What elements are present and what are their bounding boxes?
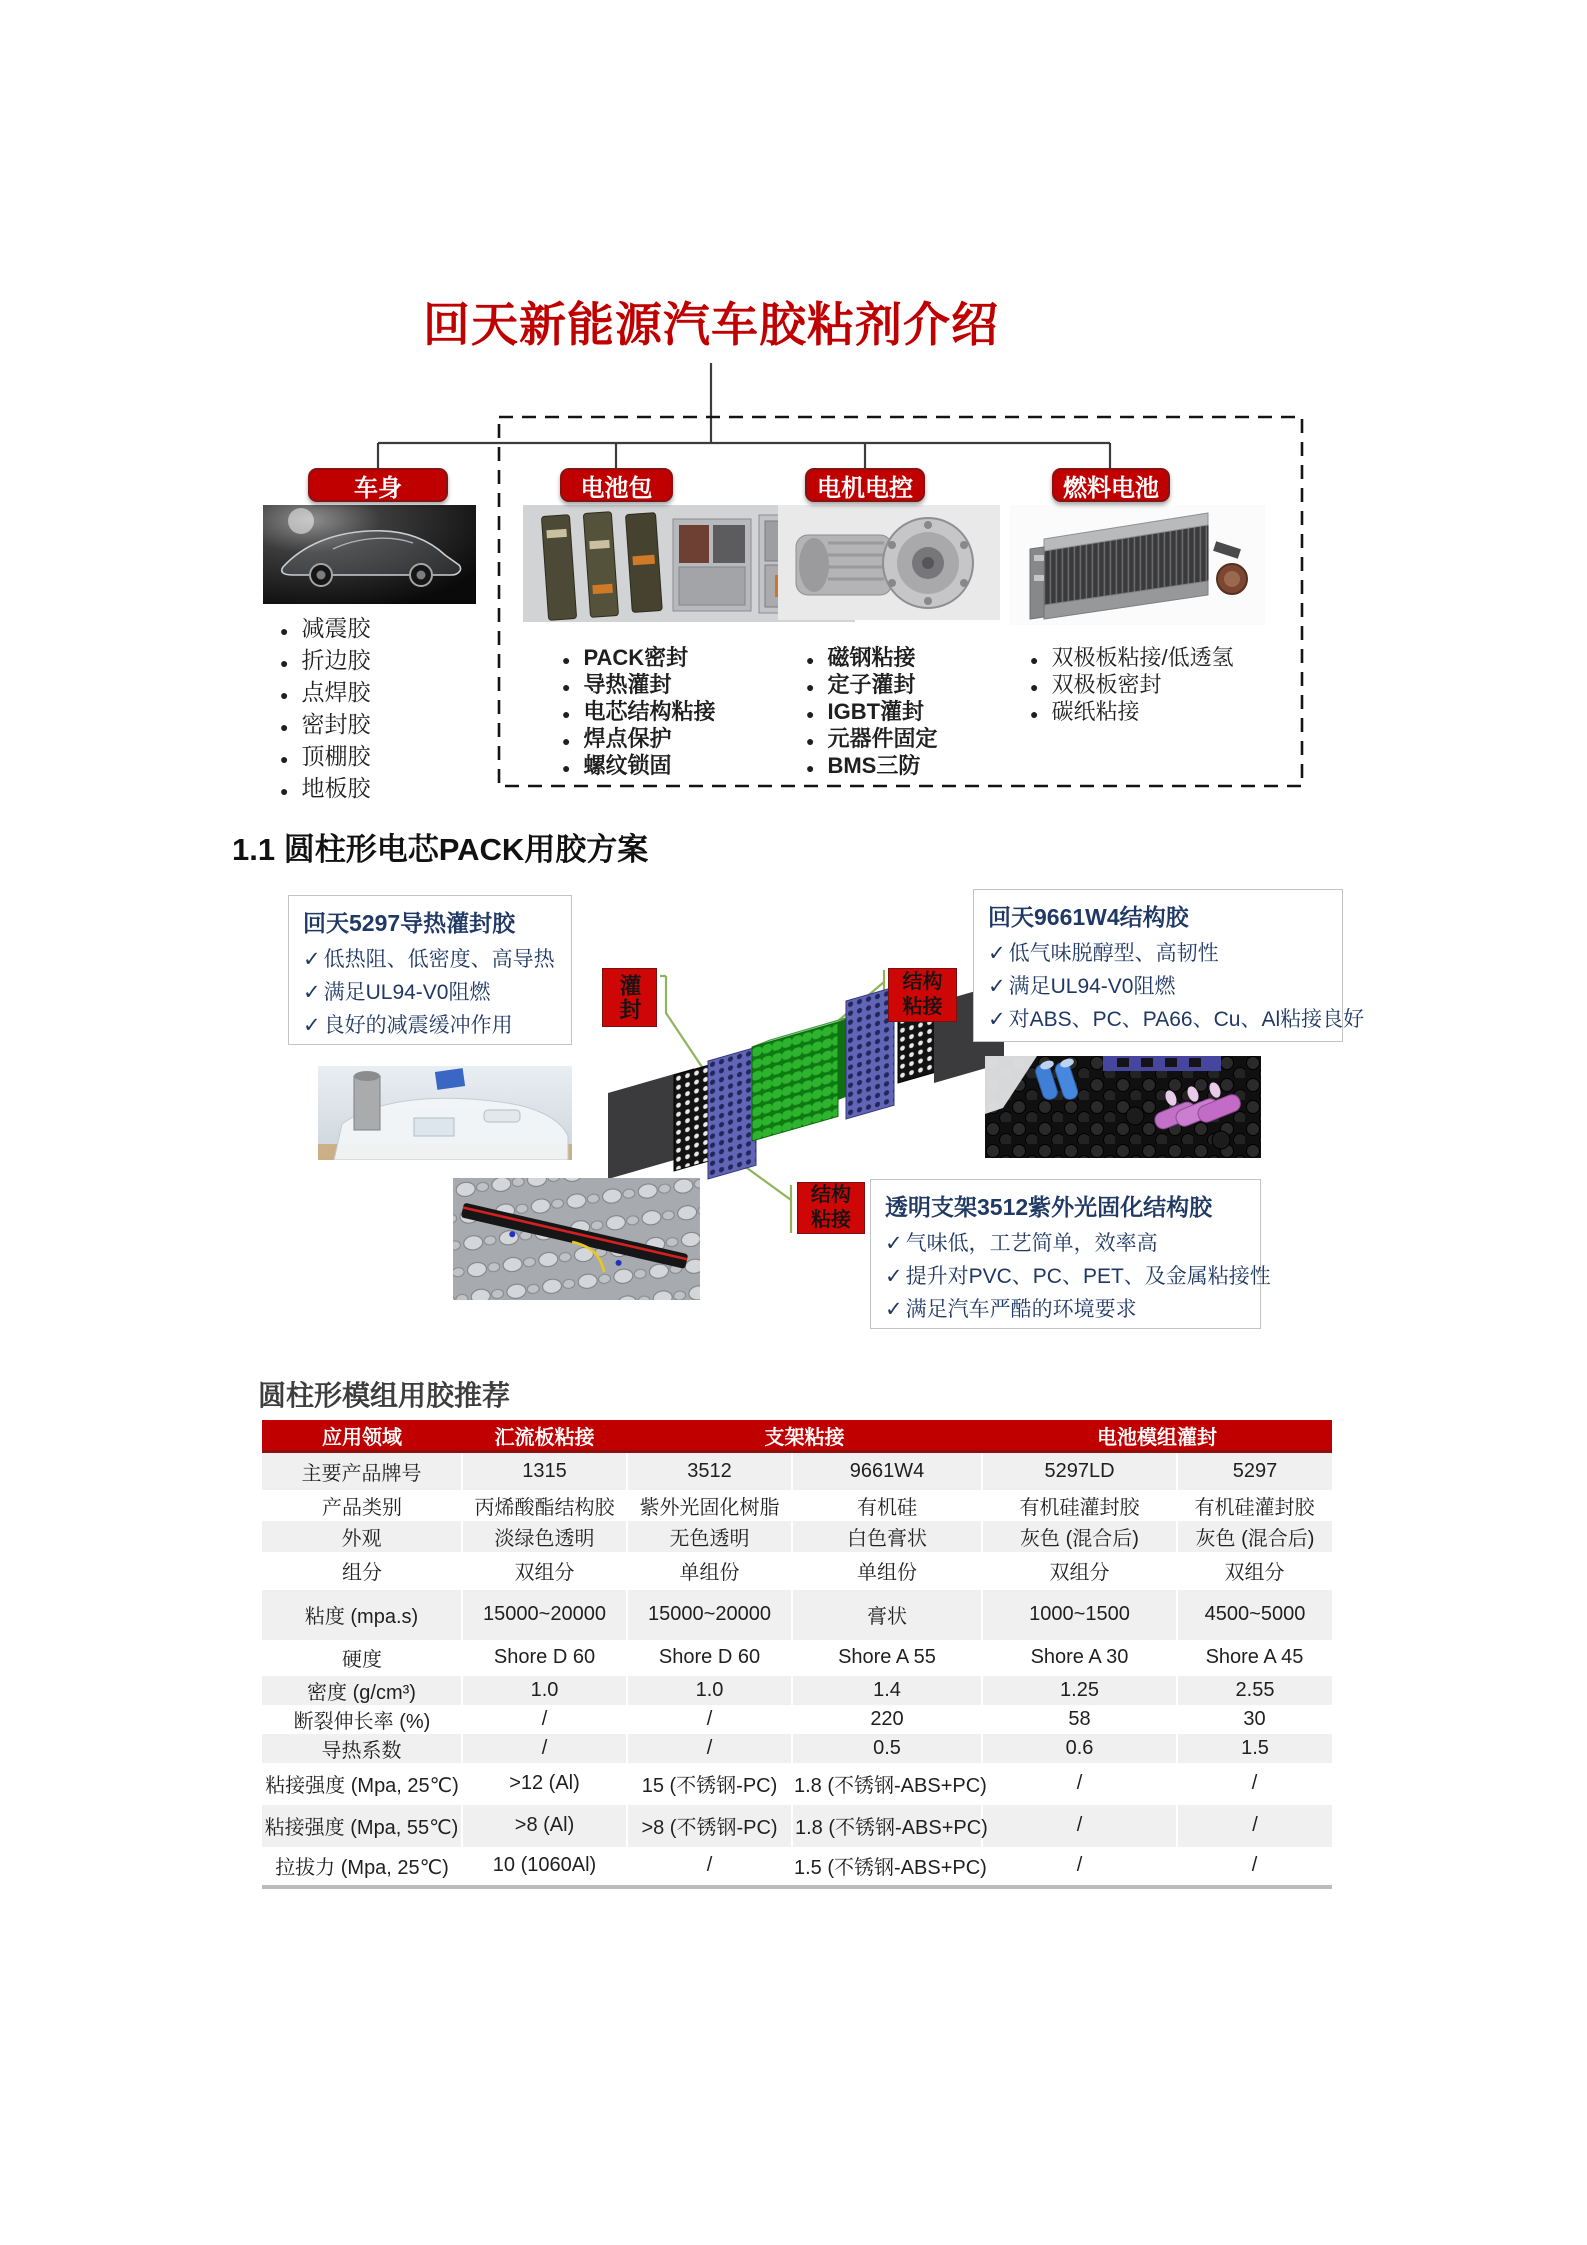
section-heading: 1.1 圆柱形电芯PACK用胶方案 (232, 832, 649, 867)
header-application-area: 应用领域 (262, 1420, 462, 1452)
cell: 15000~20000 (462, 1590, 627, 1640)
callout-point (988, 937, 1328, 970)
check-icon: ✓ (303, 1014, 321, 1037)
list-item (280, 610, 370, 642)
cell: 淡绿色透明 (462, 1521, 627, 1552)
bullet-icon: ● (280, 751, 289, 767)
cell: Shore A 55 (838, 1646, 936, 1668)
table-row (262, 1521, 1332, 1552)
motor-control-applications (806, 641, 937, 776)
check-icon: ✓ (885, 1298, 903, 1321)
list-item-label: PACK密封 (583, 645, 689, 670)
cell: / (1251, 1772, 1258, 1794)
cell: 10 (1060Al) (492, 1854, 597, 1876)
table-header-row (262, 1420, 1332, 1452)
list-item (280, 770, 370, 802)
callout-point (303, 976, 557, 1009)
callout-point-text: 提升对PVC、PC、PET、及金属粘接性 (905, 1265, 1271, 1288)
label-potting: 灌封 (602, 968, 657, 1027)
callout-point (988, 970, 1328, 1003)
list-item (562, 695, 715, 722)
cell: / (541, 1707, 548, 1730)
row-label: 导热系数 (321, 1739, 402, 1762)
cell: 15000~20000 (627, 1590, 792, 1640)
callout-point-text: 满足汽车严酷的环境要求 (905, 1298, 1137, 1321)
callout-point (303, 943, 557, 976)
bullet-icon: ● (280, 687, 289, 703)
row-label: 拉拔力 (Mpa, 25℃) (275, 1857, 449, 1879)
list-item-label: 焊点保护 (583, 726, 672, 751)
cell: / (982, 1805, 1177, 1847)
cell: 15 (不锈钢-PC) (641, 1775, 778, 1797)
cell: / (706, 1707, 713, 1730)
check-icon: ✓ (988, 1008, 1006, 1031)
list-item-label: BMS三防 (827, 753, 921, 778)
cell: / (1251, 1854, 1258, 1876)
list-item (1030, 695, 1234, 722)
tree-node-motor-control (805, 468, 925, 502)
list-item (562, 749, 715, 776)
list-item (562, 722, 715, 749)
cell: 5297 (1177, 1452, 1332, 1490)
cell: 无色透明 (627, 1521, 792, 1552)
cell: >8 (不锈钢-PC) (627, 1805, 792, 1847)
row-label: 粘接强度 (Mpa, 25℃) (265, 1775, 459, 1797)
cell: Shore D 60 (493, 1646, 596, 1668)
list-item (562, 668, 715, 695)
label-structural-bonding-top: 结构粘接 (888, 968, 957, 1022)
list-item-label: 定子灌封 (827, 672, 916, 697)
cell: 220 (870, 1707, 904, 1730)
list-item-label: 双极板粘接/低透氢 (1051, 645, 1234, 670)
cell: 单组份 (679, 1562, 740, 1584)
cell: 有机硅 (857, 1496, 917, 1519)
list-item-label: 密封胶 (301, 711, 371, 737)
cell: Shore A 30 (1030, 1646, 1129, 1668)
list-item-label: 顶棚胶 (301, 743, 371, 769)
table-row (262, 1552, 1332, 1590)
table-row (262, 1763, 1332, 1805)
check-icon: ✓ (303, 981, 321, 1004)
callout-point (303, 1009, 557, 1042)
bullet-icon: ● (280, 623, 289, 639)
callout-9661w4 (973, 889, 1365, 1042)
callout-title: 回天9661W4结构胶 (988, 904, 1189, 930)
callout-3512 (870, 1179, 1271, 1329)
row-label: 组分 (342, 1562, 382, 1584)
cell: / (706, 1854, 713, 1876)
row-label: 产品类别 (322, 1496, 402, 1519)
cell: 1.8 (不锈钢-ABS+PC) (794, 1775, 987, 1797)
cell: / (627, 1734, 792, 1763)
list-item-label: 电芯结构粘接 (583, 699, 716, 724)
table-row (262, 1847, 1332, 1887)
header-busbar-bonding: 汇流板粘接 (462, 1420, 627, 1452)
list-item (806, 695, 937, 722)
fuel-cell-photo (1010, 505, 1265, 625)
bullet-icon: ● (1030, 706, 1039, 722)
cell: 1.5 (不锈钢-ABS+PC) (794, 1857, 987, 1879)
potting-application-photo (318, 1066, 572, 1160)
row-label: 粘接强度 (Mpa, 55℃) (264, 1817, 459, 1839)
callout-point-text: 低气味脱醇型、高韧性 (1008, 942, 1219, 965)
row-label: 硬度 (342, 1649, 382, 1671)
bullet-icon: ● (1030, 652, 1039, 668)
check-icon: ✓ (303, 948, 321, 971)
list-item (280, 738, 370, 770)
cell: 双组分 (1049, 1562, 1110, 1584)
bullet-icon: ● (562, 679, 571, 695)
tree-node-car-body (308, 468, 448, 502)
list-item-label: IGBT灌封 (827, 699, 925, 724)
fuel-cell-applications (1030, 641, 1234, 722)
cell: / (1076, 1772, 1083, 1794)
cell: >8 (Al) (462, 1805, 627, 1847)
cell: 4500~5000 (1177, 1590, 1332, 1640)
cell: 膏状 (792, 1590, 982, 1640)
cell: / (1076, 1854, 1083, 1876)
battery-pack-applications (562, 641, 715, 776)
list-item (562, 641, 715, 668)
tree-lines (378, 363, 1110, 468)
cell: 灰色 (混合后) (1177, 1521, 1332, 1552)
cell: >12 (Al) (509, 1772, 580, 1794)
cell-holder-wiring-photo (453, 1178, 700, 1300)
list-item (806, 749, 937, 776)
car-body-applications (280, 610, 370, 802)
label-structural-bonding-bottom: 结构粘接 (797, 1182, 865, 1234)
bullet-icon: ● (806, 760, 815, 776)
cell: 白色膏状 (792, 1521, 982, 1552)
cell: 1.5 (1177, 1734, 1332, 1763)
tree-node-label: 燃料电池 (1063, 474, 1159, 502)
list-item-label: 磁钢粘接 (827, 645, 916, 670)
list-item-label: 元器件固定 (827, 726, 938, 751)
check-icon: ✓ (885, 1232, 903, 1255)
bullet-icon: ● (806, 733, 815, 749)
header-bracket-bonding: 支架粘接 (627, 1420, 982, 1452)
list-item (806, 641, 937, 668)
list-item-label: 螺纹锁固 (583, 753, 672, 778)
bullet-icon: ● (806, 652, 815, 668)
cell: 58 (1068, 1707, 1091, 1730)
list-item-label: 导热灌封 (583, 672, 672, 697)
cell: 紫外光固化树脂 (639, 1496, 780, 1519)
tree-node-battery-pack (560, 468, 673, 502)
list-item-label: 折边胶 (301, 647, 371, 673)
bullet-icon: ● (280, 783, 289, 799)
row-label: 外观 (341, 1527, 382, 1550)
list-item (280, 674, 370, 706)
cell: 2.55 (1177, 1676, 1332, 1705)
table-row (262, 1705, 1332, 1734)
cell: 双组分 (1224, 1562, 1285, 1584)
cell: Shore A 45 (1205, 1646, 1304, 1668)
cell: 3512 (627, 1452, 792, 1490)
callout-point (885, 1227, 1246, 1260)
row-label: 粘度 (mpa.s) (304, 1606, 419, 1628)
tree-node-label: 电机电控 (817, 474, 913, 502)
table-row (262, 1452, 1332, 1490)
bullet-icon: ● (562, 760, 571, 776)
callout-title: 透明支架3512紫外光固化结构胶 (885, 1194, 1213, 1220)
callout-point (885, 1260, 1271, 1293)
cell: 1315 (462, 1452, 627, 1490)
table-row (262, 1590, 1332, 1640)
cell: 1.0 (627, 1676, 792, 1705)
tree-node-fuel-cell (1052, 468, 1170, 502)
page-title: 回天新能源汽车胶粘剂介绍 (423, 298, 999, 351)
check-icon: ✓ (988, 975, 1006, 998)
cell: / (462, 1734, 627, 1763)
list-item-label: 碳纸粘接 (1051, 699, 1140, 724)
car-body-photo (263, 505, 476, 604)
callout-point-text: 满足UL94-V0阻燃 (1008, 975, 1176, 998)
cell-holder-plate-photo (985, 1056, 1261, 1158)
table-row (262, 1676, 1332, 1705)
cell: 0.5 (792, 1734, 982, 1763)
header-module-potting: 电池模组灌封 (982, 1420, 1332, 1452)
callout-point-text: 满足UL94-V0阻燃 (323, 981, 491, 1004)
cell: 1.25 (982, 1676, 1177, 1705)
cell: 1.8 (不锈钢-ABS+PC) (792, 1805, 982, 1847)
row-label: 主要产品牌号 (301, 1462, 422, 1485)
table-row (262, 1490, 1332, 1521)
callout-point-text: 气味低，工艺简单，效率高 (905, 1232, 1158, 1255)
tree-node-label: 车身 (354, 474, 402, 502)
callout-5297 (288, 895, 572, 1045)
bullet-icon: ● (562, 652, 571, 668)
list-item-label: 减震胶 (301, 615, 371, 641)
table-row (262, 1805, 1332, 1847)
list-item (1030, 641, 1234, 668)
list-item-label: 点焊胶 (301, 679, 371, 705)
check-icon: ✓ (885, 1265, 903, 1288)
check-icon: ✓ (988, 942, 1006, 965)
bullet-icon: ● (562, 706, 571, 722)
cell: 1.4 (792, 1676, 982, 1705)
cell: 双组分 (514, 1562, 575, 1584)
cell: 1000~1500 (982, 1590, 1177, 1640)
cell: / (1177, 1805, 1332, 1847)
table-row (262, 1640, 1332, 1676)
table-title: 圆柱形模组用胶推荐 (258, 1380, 511, 1411)
tree-node-label: 电池包 (580, 474, 653, 502)
cell: 5297LD (982, 1452, 1177, 1490)
table-row (262, 1734, 1332, 1763)
row-label: 密度 (g/cm³) (307, 1681, 416, 1704)
row-label: 断裂伸长率 (%) (293, 1710, 431, 1733)
bullet-icon: ● (806, 679, 815, 695)
cell: 有机硅灌封胶 (1194, 1496, 1315, 1519)
list-item (280, 706, 370, 738)
cell: 1.0 (462, 1676, 627, 1705)
bullet-icon: ● (280, 719, 289, 735)
cell: Shore D 60 (658, 1646, 761, 1668)
callout-point-text: 良好的减震缓冲作用 (323, 1014, 513, 1037)
cell: 30 (1243, 1707, 1266, 1730)
bullet-icon: ● (280, 655, 289, 671)
cell: 丙烯酸酯结构胶 (474, 1496, 615, 1519)
list-item (806, 668, 937, 695)
cell: 9661W4 (792, 1452, 982, 1490)
callout-point (988, 1003, 1365, 1036)
bullet-icon: ● (1030, 679, 1039, 695)
callout-title: 回天5297导热灌封胶 (303, 910, 516, 936)
list-item (280, 642, 370, 674)
bullet-icon: ● (562, 733, 571, 749)
callout-point-text: 低热阻、低密度、高导热 (323, 948, 555, 971)
cell: 灰色 (混合后) (982, 1521, 1177, 1552)
motor-controller-photo (778, 505, 1000, 620)
list-item-label: 地板胶 (301, 775, 371, 801)
list-item-label: 双极板密封 (1051, 672, 1162, 697)
cell: 单组份 (857, 1562, 917, 1584)
list-item (806, 722, 937, 749)
cell: 0.6 (982, 1734, 1177, 1763)
adhesive-recommendation-table (262, 1420, 1332, 1889)
list-item (1030, 668, 1234, 695)
bullet-icon: ● (806, 706, 815, 722)
callout-point-text: 对ABS、PC、PA66、Cu、Al粘接良好 (1008, 1008, 1365, 1031)
cell: 有机硅灌封胶 (1019, 1496, 1140, 1519)
callout-point (885, 1293, 1246, 1326)
